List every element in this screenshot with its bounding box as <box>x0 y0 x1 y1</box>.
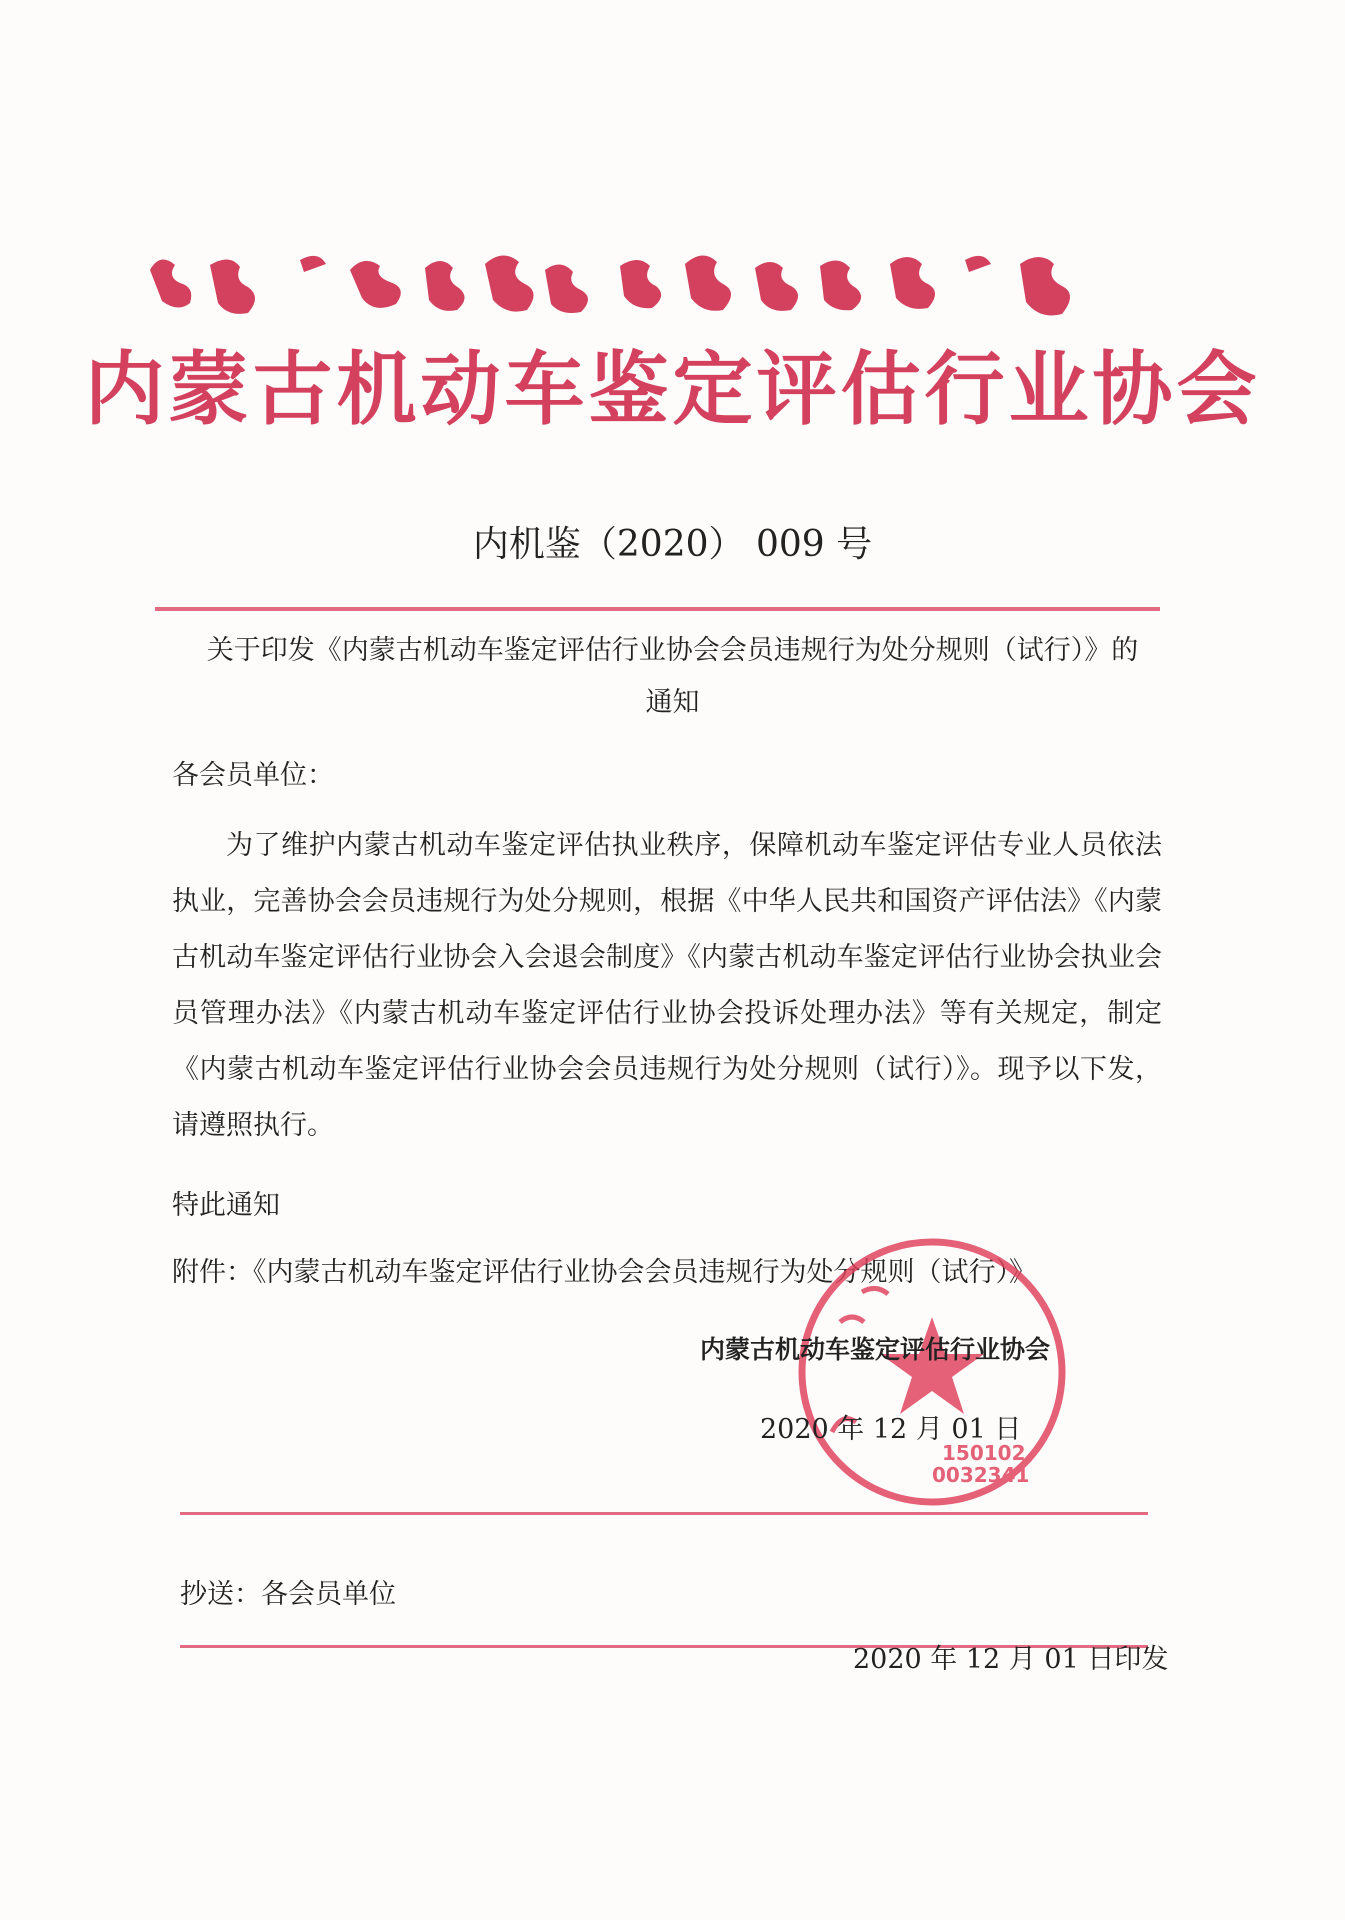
body-paragraph: 为了维护内蒙古机动车鉴定评估执业秩序，保障机动车鉴定评估专业人员依法执业，完善协会会员违规行为处分规则，根据《中华人民共和国资产评估法》《内蒙古机动车鉴定评估行业协会入会退会制度》《内蒙古机动车鉴定评估行业协会执业会员管理办法》《内蒙古机动车鉴定评估行业协会投诉处理办法》等有关规定，制定《内蒙古机动车鉴定评估行业协会会员违规行为处分规则（试行）》。现予以下发，请遵照执行。 <box>172 830 1162 1141</box>
org-title: 内蒙古机动车鉴定评估行业协会 <box>84 343 1261 436</box>
cc-line: 抄送：各会员单位 <box>180 1579 396 1610</box>
issue-date: 2020 年 12 月 01 日印发 <box>853 1644 1169 1675</box>
signature-date: 2020 年 12 月 01 日 <box>760 1414 1022 1445</box>
signature-org: 内蒙古机动车鉴定评估行业协会 <box>700 1335 1051 1364</box>
seal-code-2: 0032341 <box>932 1463 1030 1487</box>
doc-number: 内机鉴（2020） 009 号 <box>472 524 873 565</box>
notice-title-line2: 通知 <box>645 687 700 718</box>
closing-text: 特此通知 <box>172 1190 280 1221</box>
red-divider <box>155 607 1160 611</box>
attachment-line: 附件：《内蒙古机动车鉴定评估行业协会会员违规行为处分规则（试行）》 <box>172 1257 1036 1288</box>
notice-title-line1: 关于印发《内蒙古机动车鉴定评估行业协会会员违规行为处分规则（试行）》的 <box>206 635 1139 666</box>
mongolian-title <box>140 240 1110 330</box>
seal-code-1: 150102 <box>942 1441 1026 1465</box>
notice-title <box>160 625 1185 729</box>
footer-divider-top <box>180 1512 1148 1515</box>
salutation: 各会员单位： <box>172 760 334 791</box>
